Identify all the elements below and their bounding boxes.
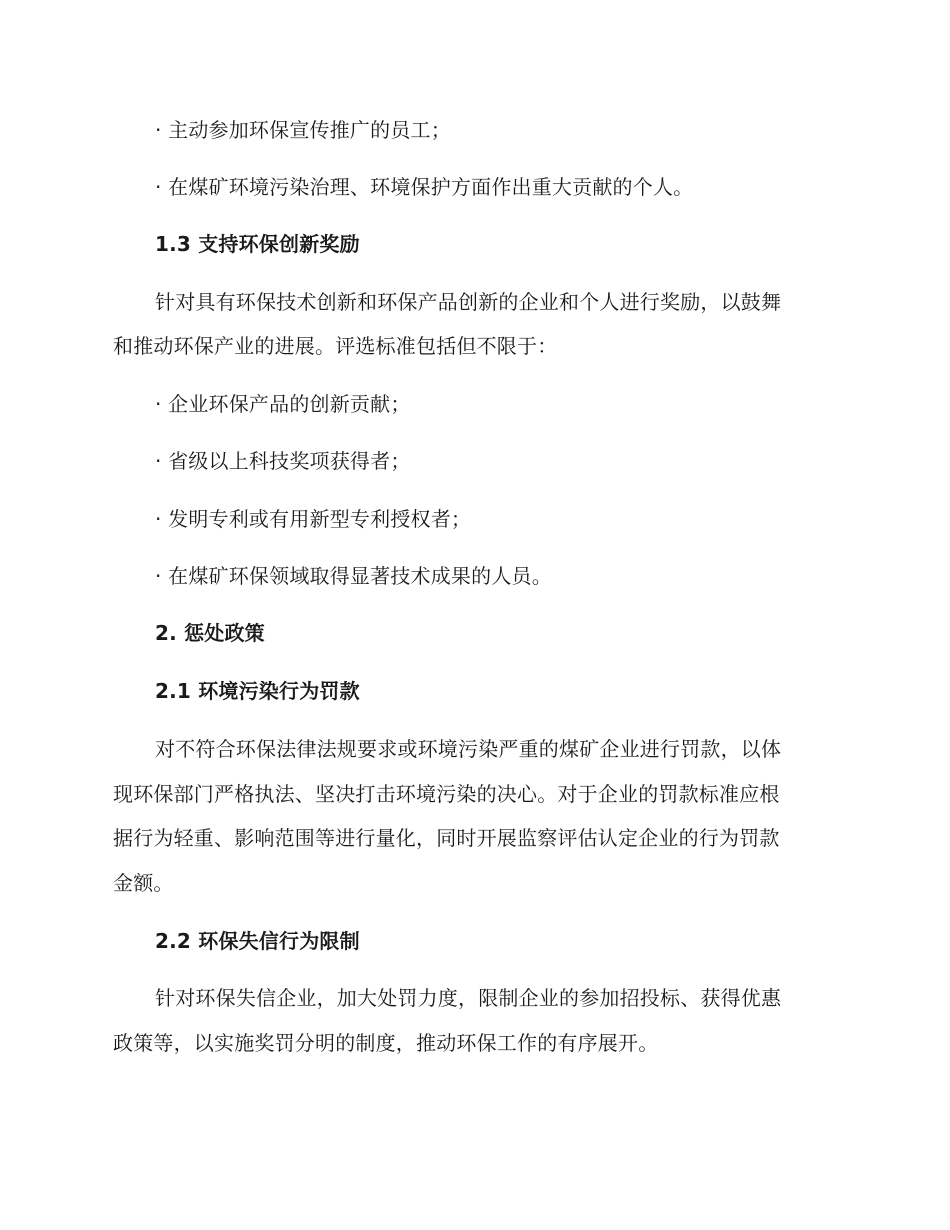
section-heading: 2.2 环保失信行为限制 [155,929,360,953]
bullet-item: · 在煤矿环保领域取得显著技术成果的人员。 [155,564,552,588]
section-heading: 2.1 环境污染行为罚款 [155,679,360,703]
section-heading: 2. 惩处政策 [155,621,265,645]
section-heading: 1.3 支持环保创新奖励 [155,232,360,256]
bullet-item: · 在煤矿环境污染治理、环境保护方面作出重大贡献的个人。 [155,175,694,199]
bullet-item: · 省级以上科技奖项获得者； [155,449,411,473]
paragraph-line: 金额。 [113,871,174,895]
paragraph-line: 现环保部门严格执法、坚决打击环境污染的决心。对于企业的罚款标准应根 [113,782,780,806]
bullet-item: · 企业环保产品的创新贡献； [155,392,411,416]
bullet-item: · 发明专利或有用新型专利授权者； [155,507,472,531]
paragraph-line: 对不符合环保法律法规要求或环境污染严重的煤矿企业进行罚款，以体 [155,737,782,761]
paragraph-line: 针对具有环保技术创新和环保产品创新的企业和个人进行奖励，以鼓舞 [155,290,782,314]
paragraph-line: 据行为轻重、影响范围等进行量化，同时开展监察评估认定企业的行为罚款 [113,826,780,850]
paragraph-line: 针对环保失信企业，加大处罚力度，限制企业的参加招投标、获得优惠 [155,986,782,1010]
paragraph-line: 政策等，以实施奖罚分明的制度，推动环保工作的有序展开。 [113,1031,659,1055]
bullet-item: · 主动参加环保宣传推广的员工； [155,118,451,142]
paragraph-line: 和推动环保产业的进展。评选标准包括但不限于： [113,334,558,358]
